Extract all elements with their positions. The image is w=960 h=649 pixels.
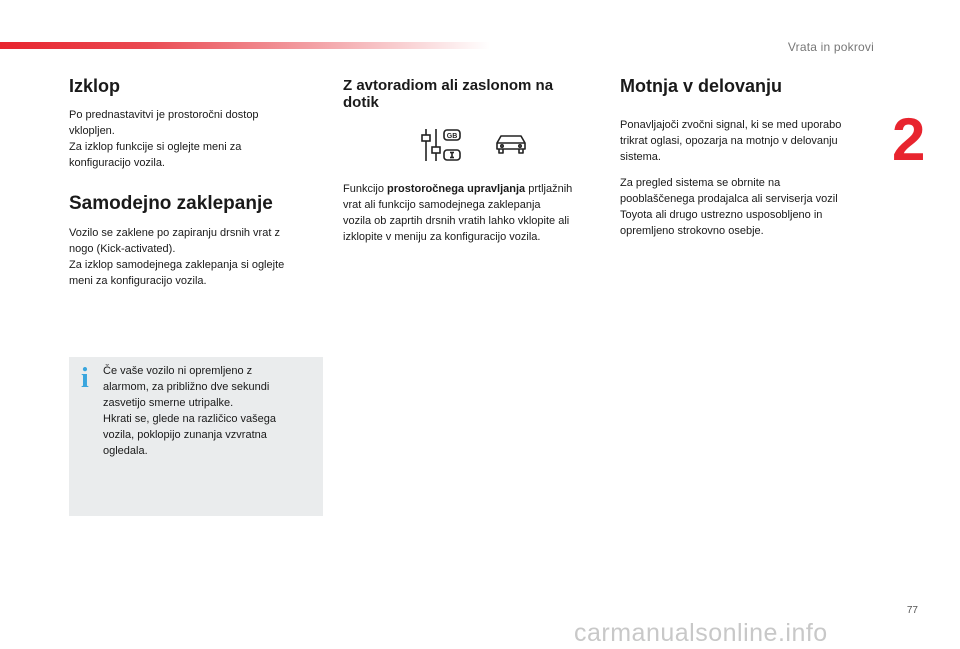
column-right [620, 76, 870, 239]
icon-row [343, 127, 605, 163]
info-box [69, 357, 323, 516]
paragraph-samodejno-zaklepanje: Vozilo se zaklene po zapiranju drsnih vrat z nogo (Kick-activated). Za izklop samodejnega zaklepanja si oglejte meni za konfiguracijo vozila. [69, 226, 285, 287]
text-before: Funkcijo [343, 183, 388, 195]
header-accent-bar [0, 42, 490, 49]
heading-samodejno-zaklepanje: Samodejno zaklepanje [69, 192, 273, 214]
paragraph-izklop: Po prednastavitvi je prostoročni dostop vklopljen. Za izklop funkcije si oglejte meni za konfiguracijo vozila. [69, 108, 259, 169]
page-number: 77 [906, 605, 918, 616]
info-text: Če vaše vozilo ni opremljeno z alarmom, za približno dve sekundi zasvetijo smerne utripalke. Hkrati se, glede na različico vašega vozila, poklopijo zunanja vzvratna ogledala. [103, 365, 277, 457]
paragraph-motnja-2: Za pregled sistema se obrnite na pooblaščenega prodajalca ali serviserja vozil Toyota ali drugo ustrezno usposobljeno in opremljeno strokovno osebje. [620, 176, 838, 237]
text-bold: prostoročnega upravljanja [387, 183, 526, 195]
watermark: carmanualsonline.info [574, 619, 828, 647]
heading-izklop: Izklop [69, 76, 121, 96]
settings-sliders-gb-icon [420, 127, 464, 163]
heading-motnja: Motnja v delovanju [620, 76, 783, 96]
car-icon [494, 127, 528, 163]
chapter-number: 2 [892, 106, 926, 173]
gb-label: GB [446, 133, 458, 140]
section-title: Vrata in pokrovi [787, 40, 874, 54]
paragraph-motnja-1: Ponavljajoči zvočni signal, ki se med uporabo trikrat oglasi, opozarja na motnjo v delovanju sistema. [620, 118, 842, 163]
text-after: prtljažnih vrat ali funkcijo samodejnega zaklepanja vozila ob zaprtih drsnih vratih lahko vklopite ali izklopite v meniju za konfiguracijo vozila. [343, 183, 573, 243]
column-middle [343, 78, 605, 245]
heading-avtoradio: Z avtoradiom ali zaslonom na dotik [343, 77, 554, 111]
info-icon: i [81, 363, 89, 394]
column-left [69, 76, 319, 289]
paragraph-avtoradio [343, 181, 605, 245]
